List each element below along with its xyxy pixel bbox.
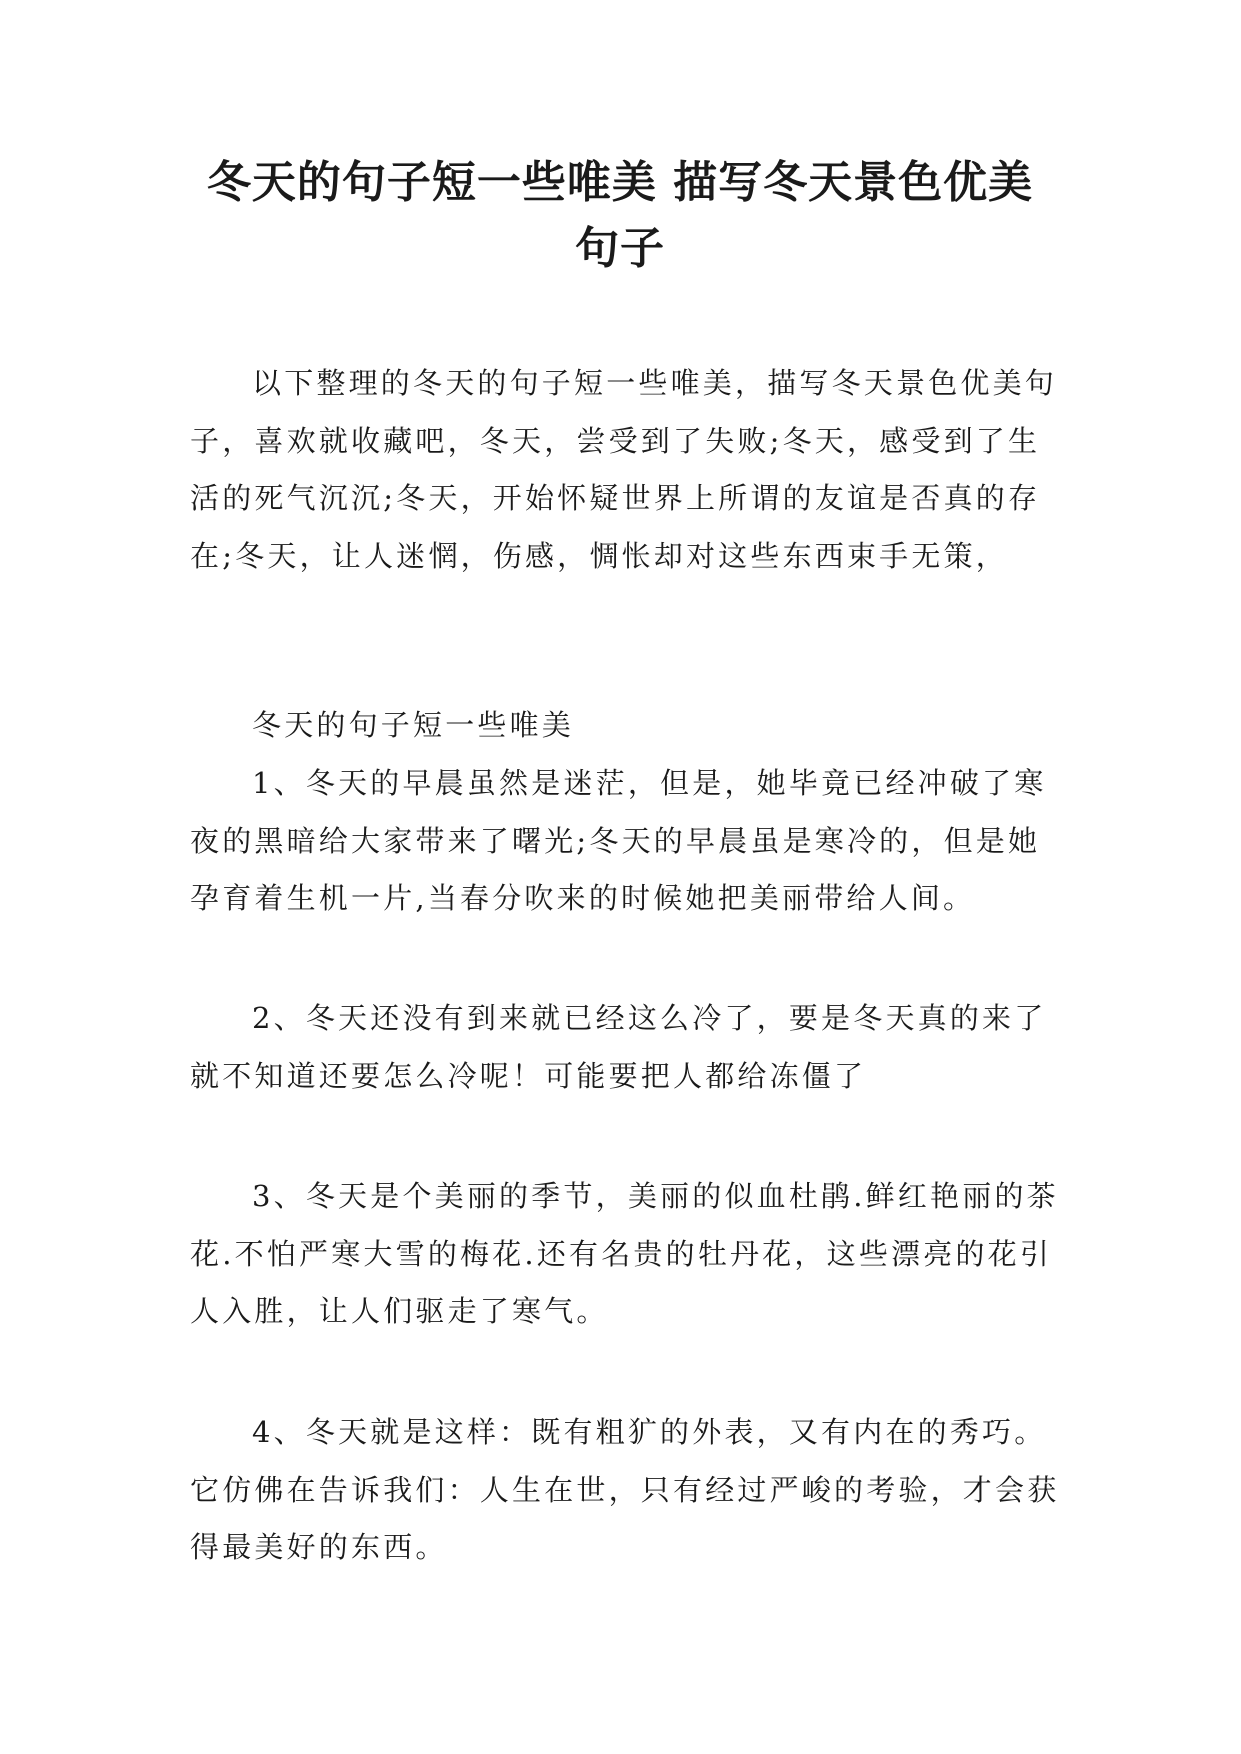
intro-paragraph: 以下整理的冬天的句子短一些唯美，描写冬天景色优美句子，喜欢就收藏吧，冬天，尝受到了失败;冬天，感受到了生活的死气沉沉;冬天，开始怀疑世界上所谓的友谊是否真的存在;冬天，让人迷惘，伤感，惆怅却对这些东西束手无策， bbox=[190, 366, 1058, 573]
title-line-1: 冬天的句子短一些唯美 描写冬天景色优美 bbox=[206, 157, 1034, 208]
section-heading: 冬天的句子短一些唯美 bbox=[252, 708, 575, 742]
list-item: 2、冬天还没有到来就已经这么冷了，要是冬天真的来了就不知道还要怎么冷呢！可能要把人都给冻僵了 bbox=[190, 1001, 1047, 1093]
list-item: 4、冬天就是这样：既有粗犷的外表，又有内在的秀巧。它仿佛在告诉我们：人生在世，只有经过严峻的考验，才会获得最美好的东西。 bbox=[190, 1415, 1060, 1564]
title-line-2: 句子 bbox=[575, 223, 665, 274]
list-item: 3、冬天是个美丽的季节，美丽的似血杜鹃.鲜红艳丽的茶花.不怕严寒大雪的梅花.还有名贵的牡丹花，这些漂亮的花引人入胜，让人们驱走了寒气。 bbox=[190, 1179, 1059, 1328]
document-title bbox=[170, 150, 1070, 282]
list-item: 1、冬天的早晨虽然是迷茫，但是，她毕竟已经冲破了寒夜的黑暗给大家带来了曙光;冬天的早晨虽是寒冷的，但是她孕育着生机一片,当春分吹来的时候她把美丽带给人间。 bbox=[190, 766, 1047, 915]
